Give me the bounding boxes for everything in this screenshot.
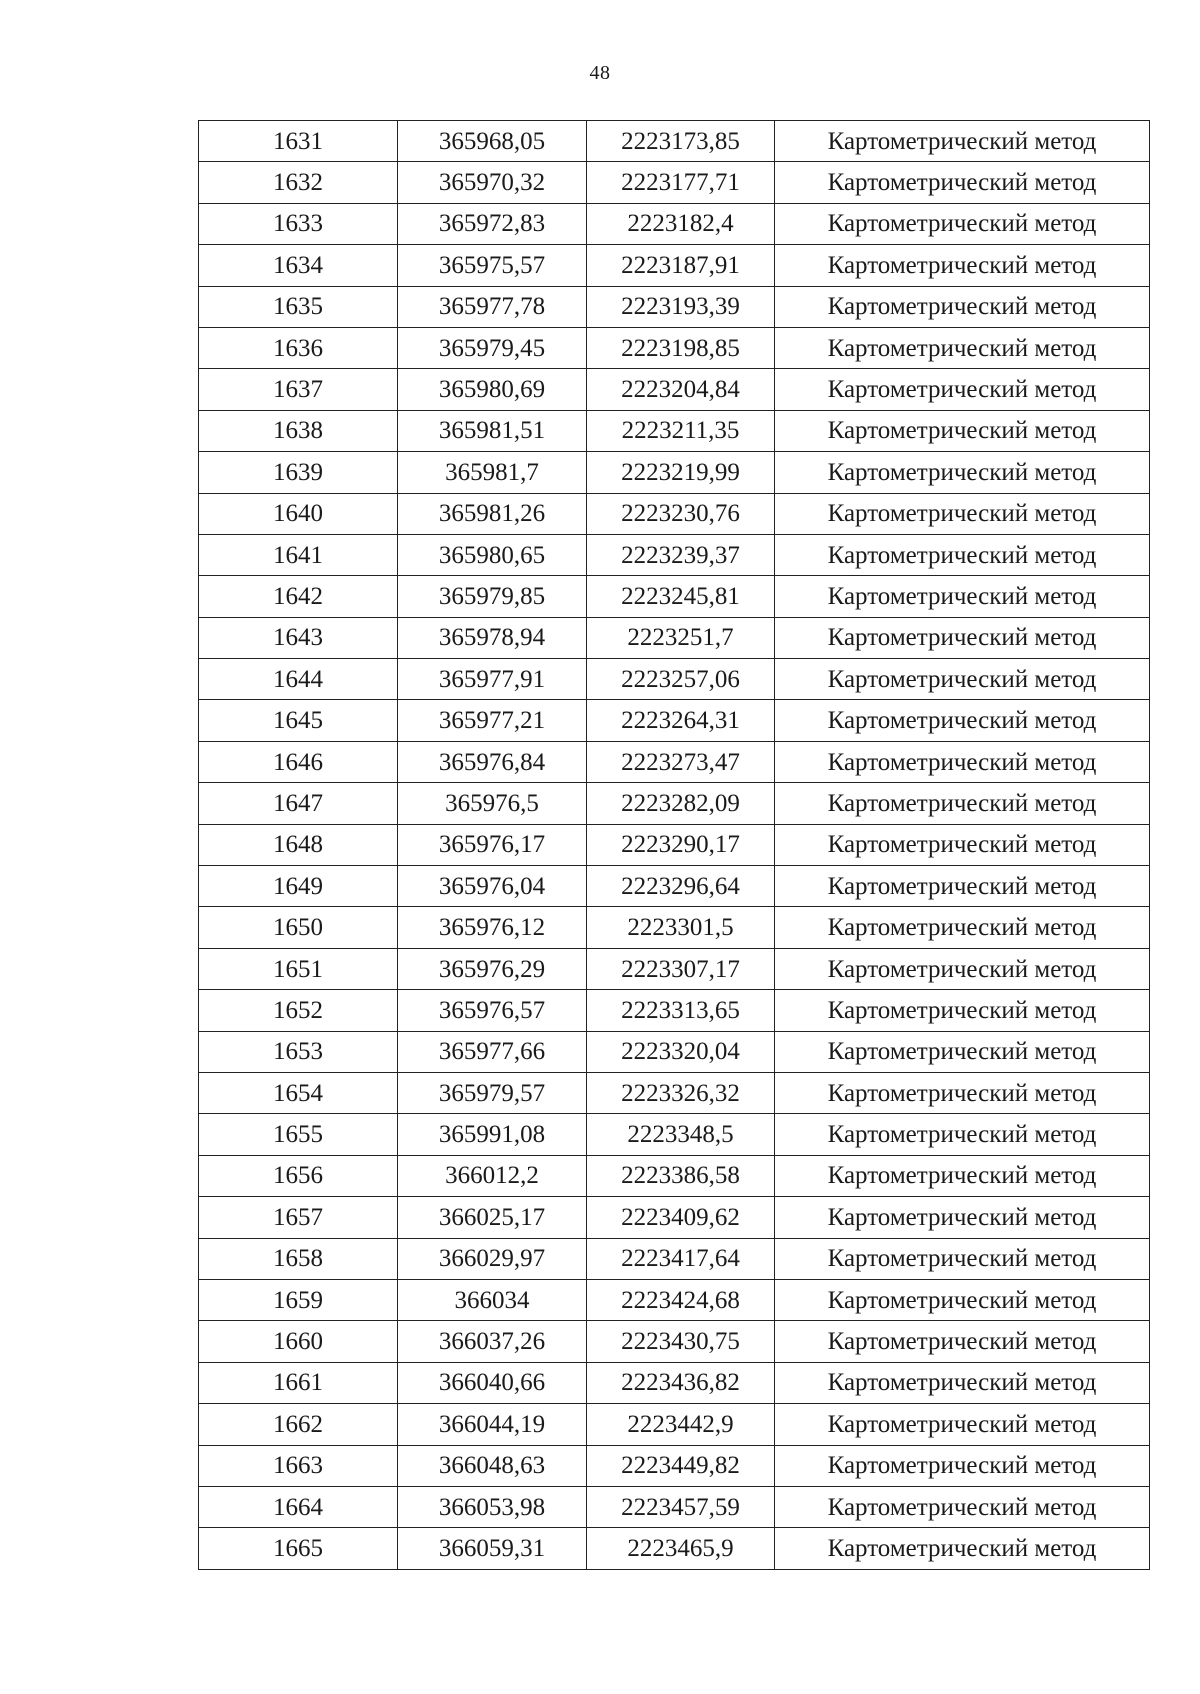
x-coordinate-cell: 366034: [398, 1279, 587, 1320]
y-coordinate-cell: 2223465,9: [587, 1528, 775, 1569]
point-number-cell: 1663: [199, 1445, 398, 1486]
y-coordinate-cell: 2223307,17: [587, 948, 775, 989]
table-row: [199, 1486, 1150, 1527]
page-number: 48: [589, 62, 611, 84]
method-cell: Картометрический метод: [775, 245, 1150, 286]
x-coordinate-cell: 365981,26: [398, 493, 587, 534]
x-coordinate-cell: 366048,63: [398, 1445, 587, 1486]
point-number-cell: 1655: [199, 1114, 398, 1155]
x-coordinate-cell: 365976,04: [398, 866, 587, 907]
table-row: [199, 1445, 1150, 1486]
x-coordinate-cell: 365976,84: [398, 741, 587, 782]
point-number-cell: 1638: [199, 410, 398, 451]
y-coordinate-cell: 2223409,62: [587, 1197, 775, 1238]
x-coordinate-cell: 365981,7: [398, 452, 587, 493]
y-coordinate-cell: 2223219,99: [587, 452, 775, 493]
method-cell: Картометрический метод: [775, 617, 1150, 658]
y-coordinate-cell: 2223257,06: [587, 659, 775, 700]
y-coordinate-cell: 2223239,37: [587, 534, 775, 575]
point-number-cell: 1634: [199, 245, 398, 286]
x-coordinate-cell: 365968,05: [398, 121, 587, 162]
table-row: [199, 948, 1150, 989]
point-number-cell: 1631: [199, 121, 398, 162]
table-row: [199, 907, 1150, 948]
x-coordinate-cell: 365977,66: [398, 1031, 587, 1072]
point-number-cell: 1664: [199, 1486, 398, 1527]
x-coordinate-cell: 365977,21: [398, 700, 587, 741]
table-row: [199, 493, 1150, 534]
table-row: [199, 990, 1150, 1031]
method-cell: Картометрический метод: [775, 659, 1150, 700]
y-coordinate-cell: 2223326,32: [587, 1072, 775, 1113]
x-coordinate-cell: 365977,91: [398, 659, 587, 700]
table-row: [199, 1197, 1150, 1238]
table-row: [199, 1528, 1150, 1569]
table-row: [199, 452, 1150, 493]
y-coordinate-cell: 2223198,85: [587, 327, 775, 368]
y-coordinate-cell: 2223187,91: [587, 245, 775, 286]
table-row: [199, 1279, 1150, 1320]
y-coordinate-cell: 2223273,47: [587, 741, 775, 782]
y-coordinate-cell: 2223251,7: [587, 617, 775, 658]
y-coordinate-cell: 2223211,35: [587, 410, 775, 451]
method-cell: Картометрический метод: [775, 493, 1150, 534]
table-row: [199, 1321, 1150, 1362]
table-row: [199, 824, 1150, 865]
x-coordinate-cell: 366059,31: [398, 1528, 587, 1569]
x-coordinate-cell: 365976,5: [398, 783, 587, 824]
point-number-cell: 1646: [199, 741, 398, 782]
point-number-cell: 1643: [199, 617, 398, 658]
point-number-cell: 1649: [199, 866, 398, 907]
point-number-cell: 1657: [199, 1197, 398, 1238]
x-coordinate-cell: 365976,12: [398, 907, 587, 948]
point-number-cell: 1635: [199, 286, 398, 327]
point-number-cell: 1658: [199, 1238, 398, 1279]
table-row: [199, 534, 1150, 575]
point-number-cell: 1659: [199, 1279, 398, 1320]
point-number-cell: 1653: [199, 1031, 398, 1072]
method-cell: Картометрический метод: [775, 990, 1150, 1031]
table-row: [199, 369, 1150, 410]
method-cell: Картометрический метод: [775, 1445, 1150, 1486]
method-cell: Картометрический метод: [775, 286, 1150, 327]
y-coordinate-cell: 2223348,5: [587, 1114, 775, 1155]
method-cell: Картометрический метод: [775, 121, 1150, 162]
y-coordinate-cell: 2223424,68: [587, 1279, 775, 1320]
x-coordinate-cell: 366029,97: [398, 1238, 587, 1279]
table-row: [199, 1072, 1150, 1113]
x-coordinate-cell: 365979,85: [398, 576, 587, 617]
y-coordinate-cell: 2223173,85: [587, 121, 775, 162]
table-row: [199, 1031, 1150, 1072]
x-coordinate-cell: 365991,08: [398, 1114, 587, 1155]
table-row: [199, 1404, 1150, 1445]
y-coordinate-cell: 2223296,64: [587, 866, 775, 907]
table-row: [199, 659, 1150, 700]
point-number-cell: 1660: [199, 1321, 398, 1362]
x-coordinate-cell: 365980,69: [398, 369, 587, 410]
table-row: [199, 783, 1150, 824]
x-coordinate-cell: 365979,45: [398, 327, 587, 368]
table-row: [199, 121, 1150, 162]
method-cell: Картометрический метод: [775, 1362, 1150, 1403]
point-number-cell: 1662: [199, 1404, 398, 1445]
table-row: [199, 741, 1150, 782]
point-number-cell: 1644: [199, 659, 398, 700]
method-cell: Картометрический метод: [775, 783, 1150, 824]
y-coordinate-cell: 2223290,17: [587, 824, 775, 865]
method-cell: Картометрический метод: [775, 369, 1150, 410]
x-coordinate-cell: 366040,66: [398, 1362, 587, 1403]
y-coordinate-cell: 2223264,31: [587, 700, 775, 741]
y-coordinate-cell: 2223313,65: [587, 990, 775, 1031]
method-cell: Картометрический метод: [775, 948, 1150, 989]
x-coordinate-cell: 365976,17: [398, 824, 587, 865]
method-cell: Картометрический метод: [775, 1155, 1150, 1196]
table-row: [199, 866, 1150, 907]
y-coordinate-cell: 2223193,39: [587, 286, 775, 327]
point-number-cell: 1632: [199, 162, 398, 203]
x-coordinate-cell: 365980,65: [398, 534, 587, 575]
table-row: [199, 700, 1150, 741]
method-cell: Картометрический метод: [775, 700, 1150, 741]
point-number-cell: 1640: [199, 493, 398, 534]
table-row: [199, 410, 1150, 451]
y-coordinate-cell: 2223245,81: [587, 576, 775, 617]
method-cell: Картометрический метод: [775, 907, 1150, 948]
method-cell: Картометрический метод: [775, 1279, 1150, 1320]
method-cell: Картометрический метод: [775, 1197, 1150, 1238]
y-coordinate-cell: 2223230,76: [587, 493, 775, 534]
point-number-cell: 1639: [199, 452, 398, 493]
method-cell: Картометрический метод: [775, 576, 1150, 617]
y-coordinate-cell: 2223320,04: [587, 1031, 775, 1072]
method-cell: Картометрический метод: [775, 162, 1150, 203]
point-number-cell: 1654: [199, 1072, 398, 1113]
point-number-cell: 1647: [199, 783, 398, 824]
x-coordinate-cell: 365979,57: [398, 1072, 587, 1113]
x-coordinate-cell: 366053,98: [398, 1486, 587, 1527]
y-coordinate-cell: 2223442,9: [587, 1404, 775, 1445]
point-number-cell: 1648: [199, 824, 398, 865]
x-coordinate-cell: 365970,32: [398, 162, 587, 203]
x-coordinate-cell: 365976,29: [398, 948, 587, 989]
y-coordinate-cell: 2223436,82: [587, 1362, 775, 1403]
point-number-cell: 1650: [199, 907, 398, 948]
table-row: [199, 203, 1150, 244]
coordinates-table: [198, 120, 1150, 1570]
table-row: [199, 286, 1150, 327]
x-coordinate-cell: 365981,51: [398, 410, 587, 451]
table-row: [199, 245, 1150, 286]
method-cell: Картометрический метод: [775, 1238, 1150, 1279]
y-coordinate-cell: 2223282,09: [587, 783, 775, 824]
x-coordinate-cell: 366037,26: [398, 1321, 587, 1362]
method-cell: Картометрический метод: [775, 534, 1150, 575]
y-coordinate-cell: 2223449,82: [587, 1445, 775, 1486]
x-coordinate-cell: 366044,19: [398, 1404, 587, 1445]
point-number-cell: 1651: [199, 948, 398, 989]
y-coordinate-cell: 2223301,5: [587, 907, 775, 948]
point-number-cell: 1636: [199, 327, 398, 368]
point-number-cell: 1633: [199, 203, 398, 244]
method-cell: Картометрический метод: [775, 866, 1150, 907]
method-cell: Картометрический метод: [775, 203, 1150, 244]
x-coordinate-cell: 365972,83: [398, 203, 587, 244]
x-coordinate-cell: 365976,57: [398, 990, 587, 1031]
point-number-cell: 1642: [199, 576, 398, 617]
x-coordinate-cell: 366012,2: [398, 1155, 587, 1196]
y-coordinate-cell: 2223386,58: [587, 1155, 775, 1196]
table-row: [199, 576, 1150, 617]
y-coordinate-cell: 2223430,75: [587, 1321, 775, 1362]
table-row: [199, 1155, 1150, 1196]
method-cell: Картометрический метод: [775, 741, 1150, 782]
x-coordinate-cell: 365975,57: [398, 245, 587, 286]
point-number-cell: 1652: [199, 990, 398, 1031]
table-row: [199, 1238, 1150, 1279]
table-row: [199, 327, 1150, 368]
y-coordinate-cell: 2223177,71: [587, 162, 775, 203]
table-row: [199, 617, 1150, 658]
method-cell: Картометрический метод: [775, 1486, 1150, 1527]
x-coordinate-cell: 365977,78: [398, 286, 587, 327]
point-number-cell: 1641: [199, 534, 398, 575]
coordinates-table-body: [199, 121, 1150, 1570]
table-row: [199, 162, 1150, 203]
method-cell: Картометрический метод: [775, 1072, 1150, 1113]
table-row: [199, 1362, 1150, 1403]
y-coordinate-cell: 2223457,59: [587, 1486, 775, 1527]
method-cell: Картометрический метод: [775, 1528, 1150, 1569]
method-cell: Картометрический метод: [775, 1404, 1150, 1445]
method-cell: Картометрический метод: [775, 1321, 1150, 1362]
method-cell: Картометрический метод: [775, 824, 1150, 865]
point-number-cell: 1645: [199, 700, 398, 741]
point-number-cell: 1637: [199, 369, 398, 410]
method-cell: Картометрический метод: [775, 1031, 1150, 1072]
method-cell: Картометрический метод: [775, 1114, 1150, 1155]
point-number-cell: 1661: [199, 1362, 398, 1403]
y-coordinate-cell: 2223204,84: [587, 369, 775, 410]
x-coordinate-cell: 365978,94: [398, 617, 587, 658]
point-number-cell: 1656: [199, 1155, 398, 1196]
x-coordinate-cell: 366025,17: [398, 1197, 587, 1238]
y-coordinate-cell: 2223417,64: [587, 1238, 775, 1279]
y-coordinate-cell: 2223182,4: [587, 203, 775, 244]
method-cell: Картометрический метод: [775, 410, 1150, 451]
method-cell: Картометрический метод: [775, 327, 1150, 368]
table-row: [199, 1114, 1150, 1155]
point-number-cell: 1665: [199, 1528, 398, 1569]
method-cell: Картометрический метод: [775, 452, 1150, 493]
